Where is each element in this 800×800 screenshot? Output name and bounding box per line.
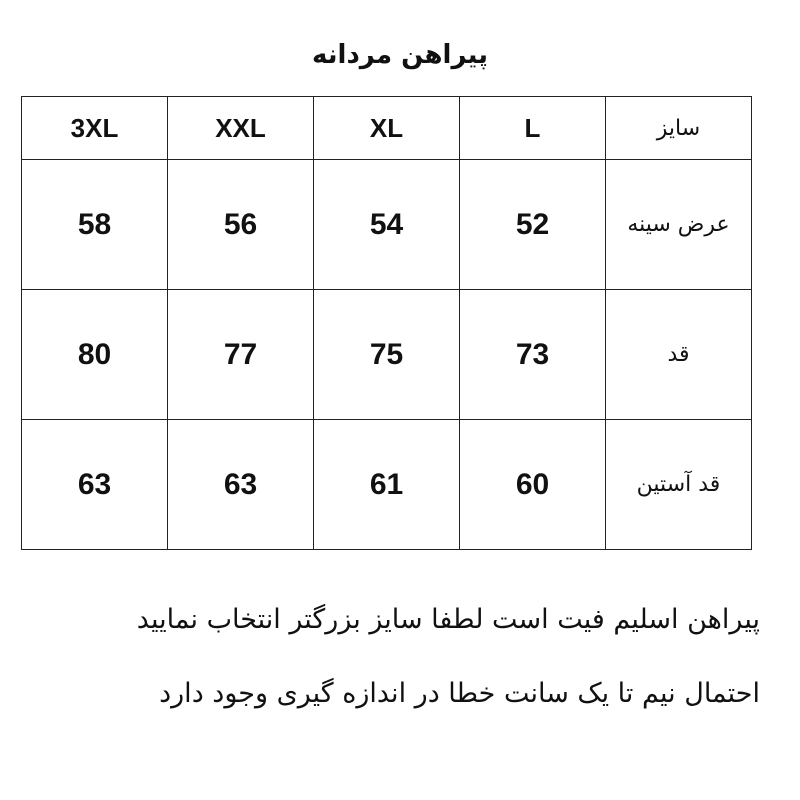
row-label: قد [606,290,752,420]
table-row-chest-width [22,160,752,290]
measurement-error-note: احتمال نیم تا یک سانت خطا در اندازه گیری وجود دارد [159,678,760,709]
header-size-label: سایز [606,97,752,160]
header-size-xl: XL [314,97,460,160]
header-size-xxl: XXL [168,97,314,160]
header-size-l: L [460,97,606,160]
table-header-row [22,97,752,160]
row-label: عرض سینه [606,160,752,290]
cell-value: 75 [314,290,460,420]
cell-value: 58 [22,160,168,290]
cell-value: 54 [314,160,460,290]
cell-value: 52 [460,160,606,290]
cell-value: 63 [22,420,168,550]
cell-value: 60 [460,420,606,550]
table-row-length [22,290,752,420]
size-chart-table [21,96,752,550]
row-label: قد آستین [606,420,752,550]
cell-value: 80 [22,290,168,420]
cell-value: 77 [168,290,314,420]
cell-value: 63 [168,420,314,550]
cell-value: 61 [314,420,460,550]
table-row-sleeve-length [22,420,752,550]
cell-value: 73 [460,290,606,420]
header-size-3xl: 3XL [22,97,168,160]
page-title: پیراهن مردانه [312,40,488,70]
slim-fit-note: پیراهن اسلیم فیت است لطفا سایز بزرگتر انتخاب نمایید [136,604,760,635]
cell-value: 56 [168,160,314,290]
